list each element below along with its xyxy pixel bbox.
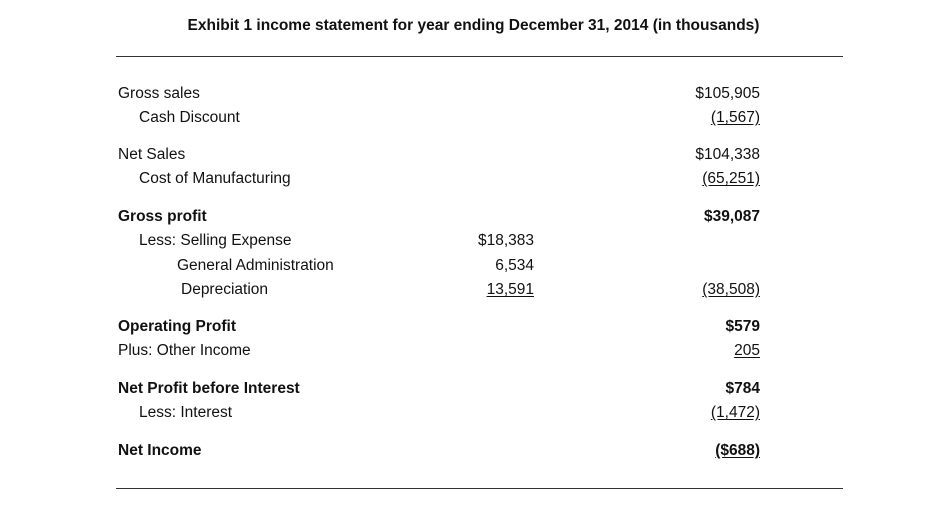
gross-sales-label: Gross sales xyxy=(118,85,200,102)
gross-profit-total: $39,087 xyxy=(703,208,760,225)
cost-of-manufacturing-total: (65,251) xyxy=(702,170,760,187)
depreciation-detail: 13,591 xyxy=(486,281,534,298)
selling-expense-detail: $18,383 xyxy=(477,232,534,249)
cost-of-manufacturing-label: Cost of Manufacturing xyxy=(139,170,291,187)
general-administration-detail: 6,534 xyxy=(495,257,534,274)
bottom-divider xyxy=(116,488,843,489)
operating-profit-label: Operating Profit xyxy=(118,318,236,335)
cash-discount-total: (1,567) xyxy=(710,109,760,126)
net-income-label: Net Income xyxy=(118,442,202,459)
top-divider xyxy=(116,56,843,57)
interest-label: Less: Interest xyxy=(139,404,233,421)
gross-sales-total: $105,905 xyxy=(695,85,760,102)
other-income-label: Plus: Other Income xyxy=(118,342,251,359)
selling-expense-label: Less: Selling Expense xyxy=(139,232,292,249)
general-administration-label: General Administration xyxy=(177,257,334,274)
interest-total: (1,472) xyxy=(710,404,760,421)
operating-profit-total: $579 xyxy=(725,318,760,335)
net-sales-total: $104,338 xyxy=(695,146,760,163)
net-income-total: ($688) xyxy=(715,442,760,459)
statement-title: Exhibit 1 income statement for year ending December 31, 2014 (in thousands) xyxy=(187,17,760,34)
other-income-total: 205 xyxy=(734,342,760,359)
total-expenses-total: (38,508) xyxy=(702,281,760,298)
gross-profit-label: Gross profit xyxy=(118,208,207,225)
depreciation-label: Depreciation xyxy=(181,281,269,298)
net-profit-before-interest-label: Net Profit before Interest xyxy=(118,380,300,397)
cash-discount-label: Cash Discount xyxy=(139,109,240,126)
net-sales-label: Net Sales xyxy=(118,146,186,163)
net-profit-before-interest-total: $784 xyxy=(725,380,760,397)
